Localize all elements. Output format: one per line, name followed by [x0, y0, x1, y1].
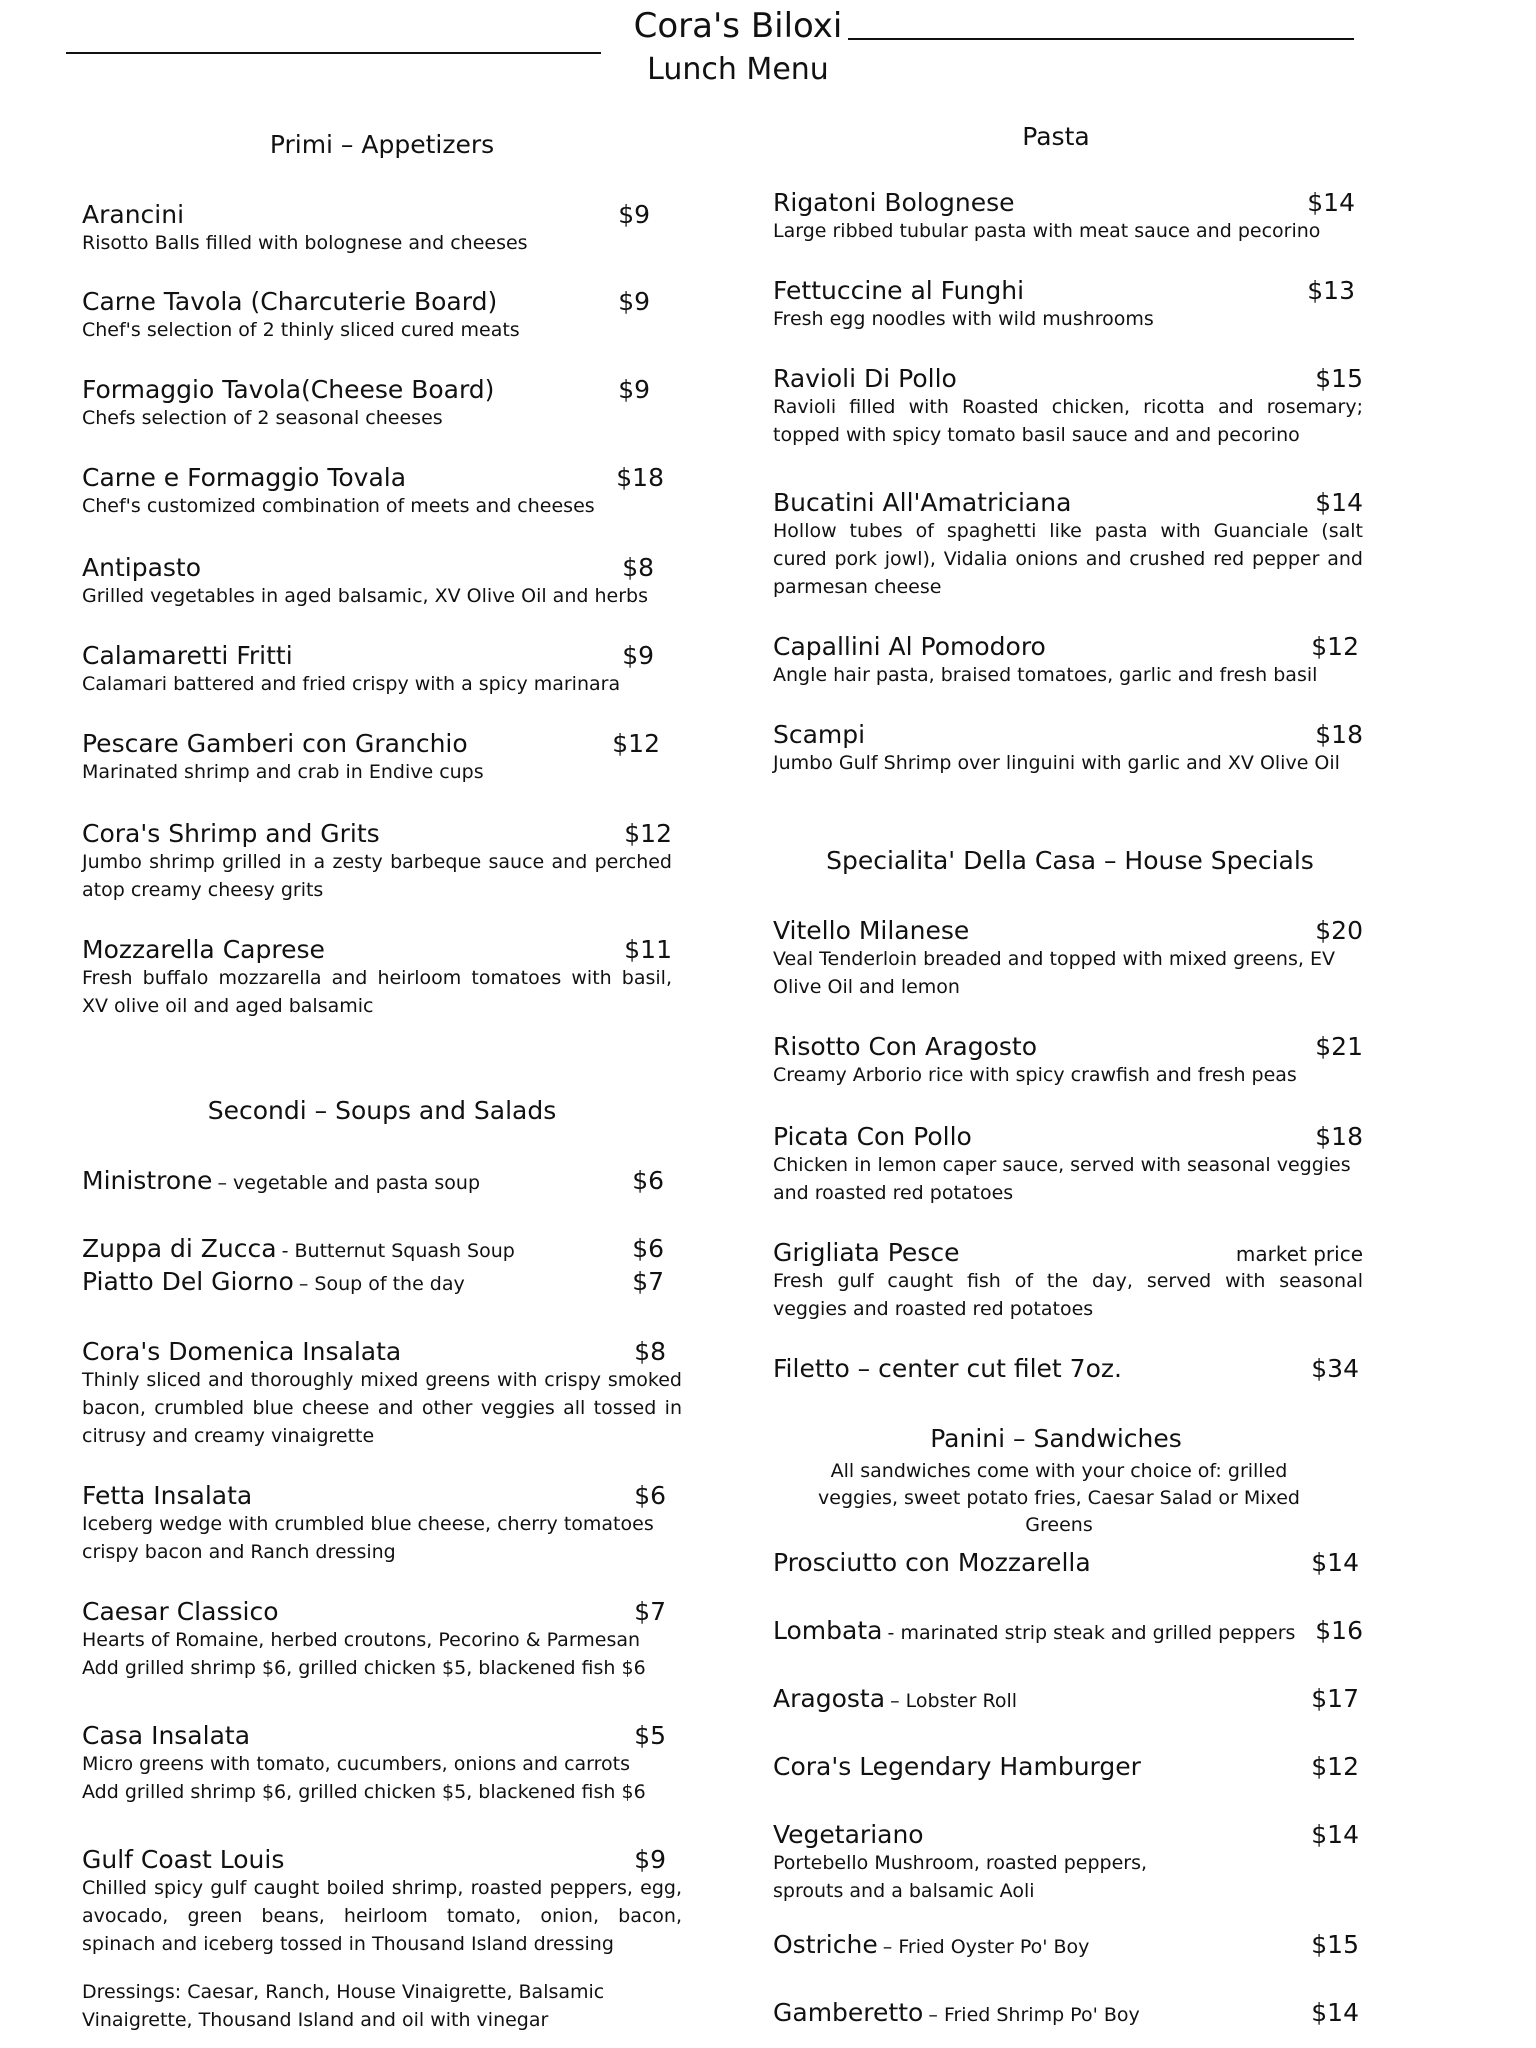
item-desc: Grilled vegetables in aged balsamic, XV Olive Oil and herbs — [82, 585, 648, 607]
item-name: Gulf Coast Louis — [82, 1845, 285, 1874]
item-name: Vegetariano — [773, 1820, 924, 1849]
menu-item — [773, 1616, 1363, 1645]
item-price: $6 — [632, 1166, 664, 1195]
item-price: $9 — [618, 375, 650, 404]
item-desc: Micro greens with tomato, cucumbers, onions and carrots — [82, 1753, 631, 1775]
menu-item — [82, 935, 672, 1020]
item-name: Risotto Con Aragosto — [773, 1032, 1038, 1061]
menu-item — [82, 1721, 682, 1806]
item-name: Pescare Gamberi con Granchio — [82, 729, 468, 758]
item-price: $12 — [624, 819, 672, 848]
item-desc: Chef's customized combination of meets and cheeses — [82, 495, 595, 517]
menu-item — [773, 1930, 1359, 1959]
item-name: Prosciutto con Mozzarella — [773, 1548, 1091, 1577]
dressings-note: Dressings: Caesar, Ranch, House Vinaigrette, Balsamic Vinaigrette, Thousand Island and oil with vinegar — [82, 1981, 605, 2031]
item-price: $9 — [618, 287, 650, 316]
item-desc: Jumbo Gulf Shrimp over linguini with garlic and XV Olive Oil — [773, 752, 1340, 774]
item-name: Bucatini All'Amatriciana — [773, 488, 1072, 517]
item-price: $13 — [1307, 276, 1355, 305]
menu-item — [82, 463, 664, 520]
item-price: $17 — [1311, 1684, 1359, 1713]
item-name: Calamaretti Fritti — [82, 641, 293, 670]
item-price: $15 — [1311, 1930, 1359, 1959]
menu-item — [773, 1548, 1359, 1577]
menu-item — [82, 729, 660, 786]
item-desc: Chilled spicy gulf caught boiled shrimp, roasted peppers, egg, avocado, green beans, heirloom tomato, onion, bacon, spinach and iceberg tossed in Thousand Island dressing — [82, 1877, 682, 1955]
item-desc: Fresh buffalo mozzarella and heirloom tomatoes with basil, XV olive oil and aged balsamic — [82, 967, 672, 1017]
item-name: Carne Tavola (Charcuterie Board) — [82, 287, 498, 316]
item-price: $14 — [1307, 188, 1355, 217]
menu-item — [773, 1238, 1363, 1323]
item-desc-addon: Add grilled shrimp $6, grilled chicken $5, blackened fish $6 — [82, 1781, 646, 1803]
item-name: Cora's Shrimp and Grits — [82, 819, 380, 848]
item-price: $16 — [1315, 1616, 1363, 1645]
item-desc: Hearts of Romaine, herbed croutons, Pecorino & Parmesan — [82, 1629, 641, 1651]
item-desc: Hollow tubes of spaghetti like pasta with Guanciale (salt cured pork jowl), Vidalia onions and crushed red pepper and parmesan cheese — [773, 520, 1363, 598]
menu-item — [773, 1354, 1359, 1383]
item-price: $8 — [634, 1337, 666, 1366]
menu-item — [82, 375, 650, 432]
menu-item — [773, 916, 1363, 1001]
item-name: Zuppa di Zucca — [82, 1234, 277, 1263]
item-price: $6 — [634, 1481, 666, 1510]
section-title-specialita: Specialita' Della Casa – House Specials — [826, 846, 1314, 875]
menu-item — [773, 276, 1355, 333]
item-desc: Creamy Arborio rice with spicy crawfish and fresh peas — [773, 1064, 1297, 1086]
item-price: $9 — [622, 641, 654, 670]
restaurant-title: Cora's Biloxi — [633, 6, 843, 46]
menu-item — [82, 200, 650, 257]
menu-item — [82, 641, 654, 698]
item-desc: Chicken in lemon caper sauce, served with seasonal veggies and roasted red potatoes — [773, 1154, 1351, 1204]
item-name: Lombata — [773, 1616, 883, 1645]
item-price: $18 — [1315, 720, 1363, 749]
item-price: market price — [1235, 1242, 1363, 1266]
menu-item — [82, 1166, 664, 1195]
item-name: Formaggio Tavola(Cheese Board) — [82, 375, 495, 404]
menu-item — [773, 1032, 1363, 1089]
menu-item — [82, 553, 654, 610]
item-price: $14 — [1311, 1548, 1359, 1577]
item-desc: Fresh egg noodles with wild mushrooms — [773, 308, 1154, 330]
item-price: $9 — [618, 200, 650, 229]
item-price: $12 — [612, 729, 660, 758]
item-name: Arancini — [82, 200, 185, 229]
item-name: Carne e Formaggio Tovala — [82, 463, 407, 492]
menu-item — [773, 1820, 1359, 1905]
item-desc-addon: Add grilled shrimp $6, grilled chicken $5, blackened fish $6 — [82, 1657, 646, 1679]
menu-item — [773, 632, 1359, 689]
item-price: $7 — [632, 1267, 664, 1296]
menu-subtitle: Lunch Menu — [647, 52, 829, 87]
item-name: Vitello Milanese — [773, 916, 970, 945]
item-desc: Risotto Balls filled with bolognese and cheeses — [82, 232, 528, 254]
item-name: Rigatoni Bolognese — [773, 188, 1015, 217]
item-name: Cora's Domenica Insalata — [82, 1337, 402, 1366]
item-price: $12 — [1311, 632, 1359, 661]
item-name: Filetto – center cut filet 7oz. — [773, 1354, 1122, 1383]
item-price: $21 — [1315, 1032, 1363, 1061]
item-desc: Fresh gulf caught fish of the day, served with seasonal veggies and roasted red potatoes — [773, 1270, 1363, 1320]
item-price: $5 — [634, 1721, 666, 1750]
item-name: Caesar Classico — [82, 1597, 279, 1626]
section-title-panini: Panini – Sandwiches — [930, 1424, 1182, 1453]
menu-item — [773, 1684, 1359, 1713]
menu-item — [773, 364, 1363, 449]
item-price: $12 — [1311, 1752, 1359, 1781]
item-desc: Marinated shrimp and crab in Endive cups — [82, 761, 484, 783]
item-note: – vegetable and pasta soup — [217, 1172, 481, 1194]
item-note: – Lobster Roll — [890, 1690, 1018, 1712]
item-note: – Fried Shrimp Po' Boy — [928, 2004, 1140, 2026]
section-title-secondi: Secondi – Soups and Salads — [207, 1096, 557, 1125]
item-price: $14 — [1311, 1998, 1359, 2027]
item-name: Ministrone — [82, 1166, 213, 1195]
item-name: Ostriche — [773, 1930, 878, 1959]
item-desc: Chef's selection of 2 thinly sliced cured meats — [82, 319, 520, 341]
item-name: Capallini Al Pomodoro — [773, 632, 1046, 661]
section-title-primi: Primi – Appetizers — [269, 130, 495, 159]
item-name: Piatto Del Giorno — [82, 1267, 294, 1296]
item-name: Picata Con Pollo — [773, 1122, 972, 1151]
item-name: Mozzarella Caprese — [82, 935, 325, 964]
item-price: $6 — [632, 1234, 664, 1263]
item-note: – Fried Oyster Po' Boy — [882, 1936, 1090, 1958]
item-name: Cora's Legendary Hamburger — [773, 1752, 1141, 1781]
item-note: - Butternut Squash Soup — [281, 1240, 515, 1262]
menu-item — [82, 1597, 682, 1682]
item-price: $7 — [634, 1597, 666, 1626]
item-note: - marinated strip steak and grilled peppers — [887, 1622, 1296, 1644]
panini-note: All sandwiches come with your choice of: grilled veggies, sweet potato fries, Caesar Salad or Mixed Greens — [818, 1460, 1300, 1536]
item-name: Fetta Insalata — [82, 1481, 253, 1510]
menu-item — [82, 1267, 664, 1296]
menu-item — [82, 819, 672, 904]
item-name: Antipasto — [82, 553, 202, 582]
item-price: $11 — [624, 935, 672, 964]
item-price: $20 — [1315, 916, 1363, 945]
item-desc: Thinly sliced and thoroughly mixed greens with crispy smoked bacon, crumbled blue cheese and other veggies all tossed in citrusy and creamy vinaigrette — [82, 1369, 682, 1447]
menu-item — [82, 1234, 664, 1263]
item-desc: Iceberg wedge with crumbled blue cheese, cherry tomatoes crispy bacon and Ranch dressing — [82, 1513, 654, 1563]
menu-item — [773, 488, 1363, 601]
item-desc: Angle hair pasta, braised tomatoes, garlic and fresh basil — [773, 664, 1318, 686]
menu-item — [773, 1752, 1359, 1781]
item-desc: Veal Tenderloin breaded and topped with mixed greens, EV Olive Oil and lemon — [773, 948, 1335, 998]
section-title-pasta: Pasta — [1022, 122, 1090, 151]
menu-item — [82, 1845, 682, 1958]
item-price: $15 — [1315, 364, 1363, 393]
item-name: Casa Insalata — [82, 1721, 251, 1750]
item-price: $14 — [1315, 488, 1363, 517]
item-note: – Soup of the day — [298, 1273, 465, 1295]
item-name: Gamberetto — [773, 1998, 924, 2027]
menu-item — [82, 287, 650, 344]
item-desc: Calamari battered and fried crispy with a spicy marinara — [82, 673, 621, 695]
item-price: $9 — [634, 1845, 666, 1874]
item-desc: Jumbo shrimp grilled in a zesty barbeque sauce and perched atop creamy cheesy grits — [82, 851, 672, 901]
menu-item — [773, 1122, 1363, 1207]
item-name: Aragosta — [773, 1684, 886, 1713]
menu-item — [773, 1998, 1359, 2027]
menu-item — [82, 1337, 682, 1450]
menu-item — [773, 188, 1355, 245]
menu-item — [773, 720, 1363, 777]
item-desc: Chefs selection of 2 seasonal cheeses — [82, 407, 443, 429]
item-desc: Large ribbed tubular pasta with meat sauce and pecorino — [773, 220, 1321, 242]
item-price: $18 — [1315, 1122, 1363, 1151]
item-name: Grigliata Pesce — [773, 1238, 960, 1267]
item-name: Ravioli Di Pollo — [773, 364, 957, 393]
item-name: Fettuccine al Funghi — [773, 276, 1025, 305]
item-desc: Portebello Mushroom, roasted peppers, sprouts and a balsamic Aoli — [773, 1852, 1148, 1902]
menu-item — [82, 1481, 682, 1566]
item-name: Scampi — [773, 720, 866, 749]
item-price: $34 — [1311, 1354, 1359, 1383]
item-desc: Ravioli filled with Roasted chicken, ricotta and rosemary; topped with spicy tomato basil sauce and and pecorino — [773, 396, 1363, 446]
item-price: $18 — [616, 463, 664, 492]
item-price: $14 — [1311, 1820, 1359, 1849]
item-price: $8 — [622, 553, 654, 582]
